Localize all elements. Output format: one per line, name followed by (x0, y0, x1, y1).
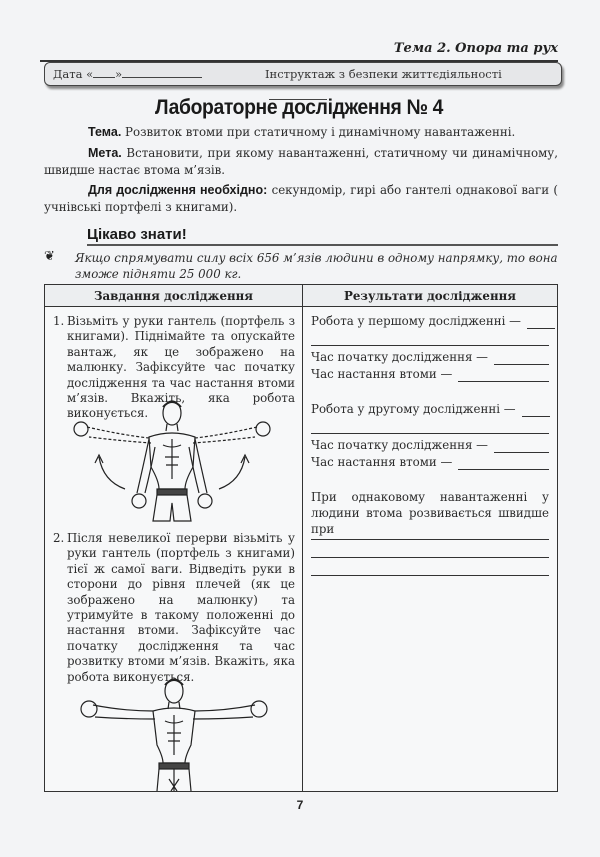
date-day-blank[interactable] (93, 64, 115, 78)
did-you-know-heading: Цікаво знати! (87, 226, 187, 243)
conclusion-blank-line-3[interactable] (311, 575, 549, 576)
column-divider (302, 285, 303, 791)
date-field (53, 63, 202, 85)
result-second-work-blank-line[interactable] (311, 433, 549, 434)
page-number: 7 (296, 798, 304, 812)
date-safety-box (44, 62, 562, 86)
materials-paragraph (44, 182, 558, 216)
result-first-fatigue-label: Час настання втоми — (311, 367, 453, 381)
did-you-know-rule (87, 244, 558, 246)
goal-lead: Мета. (88, 146, 122, 160)
result-second-start-blank[interactable] (494, 441, 549, 453)
materials-lead: Для дослідження необхідно: (88, 183, 268, 197)
date-label-open: Дата « (53, 67, 94, 81)
research-table (44, 284, 558, 792)
result-second-start-label: Час початку дослідження — (311, 438, 488, 452)
result-conclusion: При однаковому навантаженні у людини втома розвивається швидше при (311, 490, 549, 536)
header-results: Результати дослідження (344, 289, 516, 303)
result-first-work-blank-line[interactable] (311, 345, 549, 346)
topic-paragraph (44, 124, 558, 141)
fleuron-icon: ❦ (44, 249, 55, 264)
dumbbell-right-raised (256, 422, 270, 436)
task-2-number: 2. (53, 531, 65, 545)
result-second-fatigue (311, 454, 549, 470)
result-first-fatigue-blank[interactable] (458, 370, 549, 382)
conclusion-blank-line-1[interactable] (311, 539, 549, 540)
dumbbell-right (251, 701, 267, 717)
result-second-work-blank[interactable] (522, 405, 550, 417)
page-title: Лабораторне дослідження № 4 (154, 96, 443, 119)
result-second-work-label: Робота у другому дослідженні — (311, 402, 516, 416)
dumbbell-right-low (198, 494, 212, 508)
topic-lead: Тема. (88, 125, 122, 139)
result-first-work (311, 313, 549, 329)
task-1-text: Візьміть у руки гантель (портфель з книгами). Піднімайте та опускайте вантаж, як це зображено на малюнку. Зафіксуйте час початку дослідження та час настання втоми м’язів. Вкажіть, яка робота виконується. (67, 314, 295, 421)
safety-label: Інструктаж з безпеки життєдіяльності (265, 67, 502, 81)
result-second-fatigue-blank[interactable] (458, 458, 549, 470)
topic-text: Розвиток втоми при статичному і динамічному навантаженні. (121, 125, 516, 139)
result-second-work (311, 401, 549, 417)
result-second-fatigue-label: Час настання втоми — (311, 455, 453, 469)
goal-text: Встановити, при якому навантаженні, статичному чи динамічному, швидше настає втома м’язів. (44, 146, 558, 177)
goal-paragraph (44, 145, 558, 179)
materials-text: секундомір, гирі або гантелі однакової ваги ( учнівські портфелі з книгами). (44, 183, 558, 214)
topic-header: Тема 2. Опора та рух (40, 40, 558, 62)
table-header-row (45, 285, 557, 307)
header-tasks: Завдання дослідження (94, 289, 253, 303)
dumbbell-left-raised (74, 422, 88, 436)
result-first-start (311, 349, 549, 365)
result-second-start (311, 437, 549, 453)
did-you-know-fact (44, 250, 558, 282)
task-2-text: Після невеликої перерви візьміть у руки гантель (портфель з книгами) тієї ж самої ваги. Відведіть руки в сторони до рівня плечей (як це зображено на малюнку) та утримуйте в такому положенні до настання втоми. Зафіксуйте час початку дослідження та час розвитку втоми м’язів. Вкажіть, яка робота виконується. (67, 531, 295, 684)
result-first-start-blank[interactable] (494, 353, 549, 365)
task-2 (53, 531, 295, 685)
date-month-blank[interactable] (122, 64, 202, 78)
date-label-close: » (115, 67, 123, 81)
result-first-fatigue (311, 366, 549, 382)
task-1-number: 1. (53, 314, 65, 328)
result-first-work-blank[interactable] (527, 317, 555, 329)
fact-text: Якщо спрямувати силу всіх 656 м’язів людини в одному напрямку, то вона зможе підняти 25 000 кг. (75, 251, 558, 281)
result-first-start-label: Час початку дослідження — (311, 350, 488, 364)
results-column (311, 313, 549, 783)
man-holding-dumbbells-illustration (79, 675, 269, 791)
dumbbell-left (81, 701, 97, 717)
result-first-work-label: Робота у першому дослідженні — (311, 314, 521, 328)
dumbbell-left-low (132, 494, 146, 508)
man-lifting-dumbbells-illustration (67, 397, 277, 525)
conclusion-blank-line-2[interactable] (311, 557, 549, 558)
